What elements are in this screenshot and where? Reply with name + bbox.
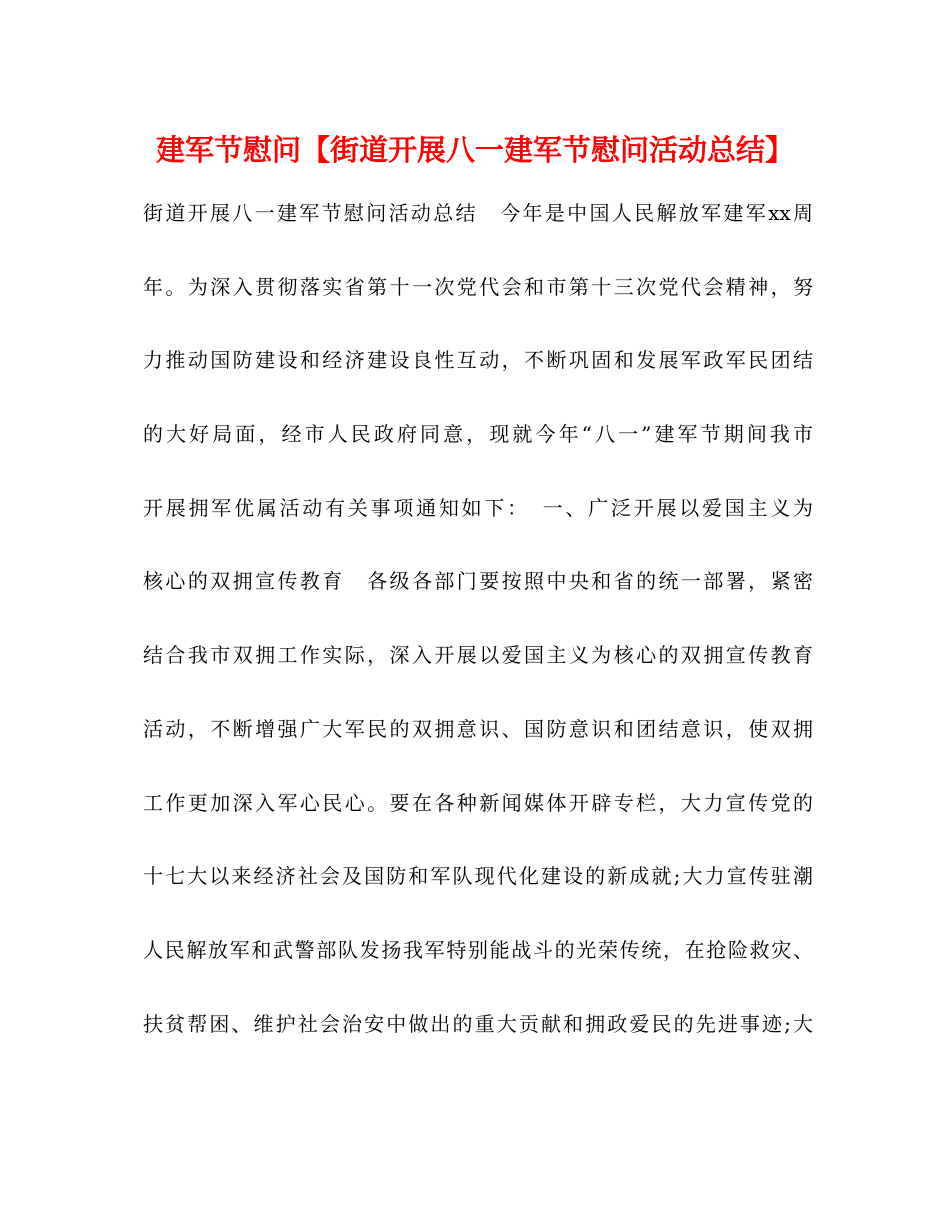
body-text-line: 核心的双拥宣传教育 各级各部门要按照中央和省的统一部署，紧密 <box>143 569 813 594</box>
body-text-line: 结合我市双拥工作实际，深入开展以爱国主义为核心的双拥宣传教育 <box>143 643 813 668</box>
body-text-line: 街道开展八一建军节慰问活动总结 今年是中国人民解放军建军xx周 <box>143 201 813 225</box>
body-text-line: 十七大以来经济社会及国防和军队现代化建设的新成就;大力宣传驻潮 <box>143 864 813 889</box>
document-body <box>143 190 813 1074</box>
body-text-line: 工作更加深入军心民心。要在各种新闻媒体开辟专栏，大力宣传党的 <box>143 790 813 815</box>
body-text-line: 人民解放军和武警部队发扬我军特别能战斗的光荣传统，在抢险救灾、 <box>143 937 813 962</box>
body-text-line: 年。为深入贯彻落实省第十一次党代会和市第十三次党代会精神，努 <box>143 274 813 299</box>
body-text-line: 力推动国防建设和经济建设良性互动，不断巩固和发展军政军民团结 <box>143 348 813 373</box>
body-text-line: 开展拥军优属活动有关事项通知如下： 一、广泛开展以爱国主义为 <box>143 495 813 520</box>
body-text-line: 扶贫帮困、维护社会治安中做出的重大贡献和拥政爱民的先进事迹;大 <box>143 1011 813 1036</box>
body-text-line: 活动，不断增强广大军民的双拥意识、国防意识和团结意识，使双拥 <box>143 716 813 741</box>
document-title: 建军节慰问【街道开展八一建军节慰问活动总结】 <box>155 133 794 167</box>
body-text-line: 的大好局面，经市人民政府同意，现就今年“八一”建军节期间我市 <box>143 422 813 447</box>
